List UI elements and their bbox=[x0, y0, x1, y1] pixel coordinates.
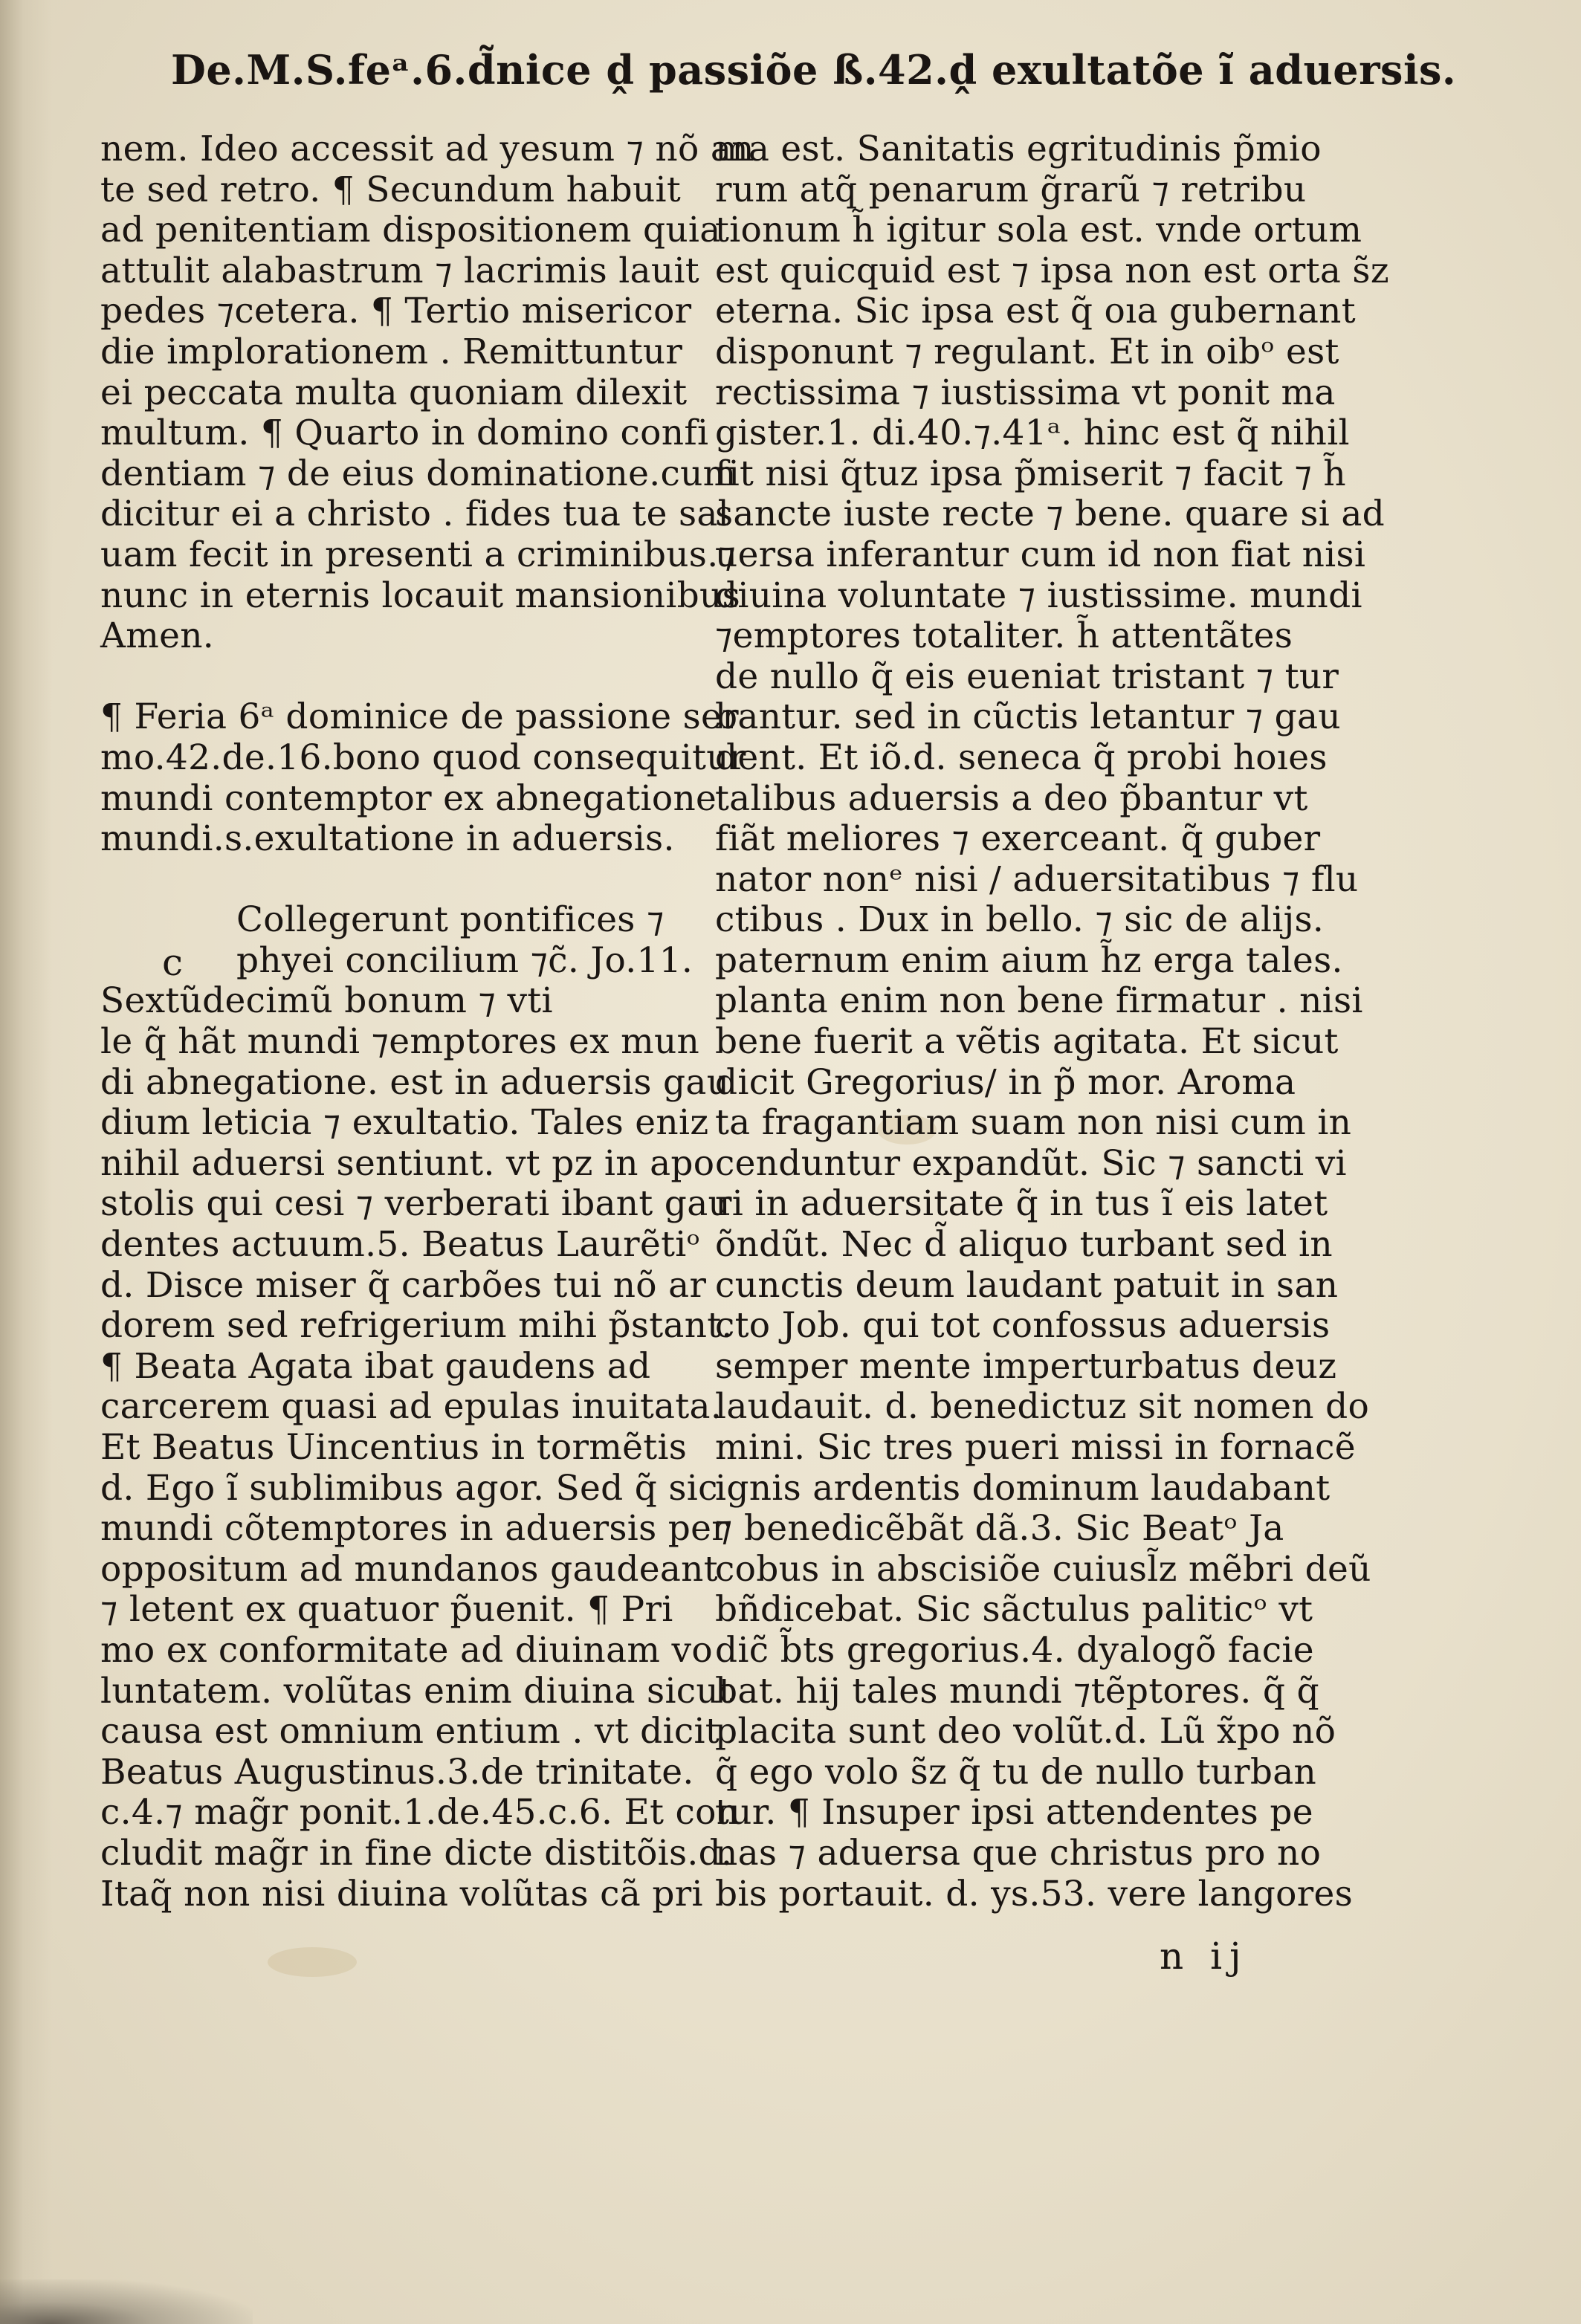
text-line: ta fragantiam suam non nisi cum in bbox=[715, 1102, 1352, 1144]
text-line: planta enim non bene firmatur . nisi bbox=[715, 980, 1363, 1022]
text-line: tionum h̃ igitur sola est. vnde ortum bbox=[715, 210, 1362, 251]
text-line: ¶ Beata Agata ibat gaudens ad bbox=[100, 1345, 651, 1387]
text-line: dicitur ei a christo . fides tua te sal bbox=[100, 493, 730, 535]
text-line: dorem sed refrigerium mihi p̃stant. bbox=[100, 1305, 733, 1347]
text-line: stolis qui cesi ⁊ verberati ibant gau bbox=[100, 1183, 731, 1225]
text-line: d. Ego ĩ sublimibus agor. Sed q̃ sic bbox=[100, 1467, 718, 1509]
text-line: placita sunt deo volũt.d. Lũ x̃po nõ bbox=[715, 1711, 1336, 1752]
section-break bbox=[100, 860, 695, 901]
text-line: ri in aduersitate q̃ in tus ĩ eis latet bbox=[715, 1183, 1328, 1225]
text-line: causa est omnium entium . vt dicit bbox=[100, 1711, 720, 1752]
text-line: Et Beatus Uincentius in tormẽtis bbox=[100, 1427, 688, 1468]
text-line: mundi cõtemptores in aduersis per bbox=[100, 1508, 729, 1550]
text-line: rectissima ⁊ iustissima vt ponit ma bbox=[715, 372, 1336, 413]
text-line: fit nisi q̃tuz ipsa p̃miserit ⁊ facit ⁊ h̃ bbox=[715, 453, 1346, 494]
text-line: mo.42.de.16.bono quod consequitur bbox=[100, 737, 746, 778]
text-line: nihil aduersi sentiunt. vt pz in apo bbox=[100, 1142, 715, 1184]
foxing-mark bbox=[268, 1947, 357, 1977]
text-line: mundi contemptor ex abnegatione bbox=[100, 777, 717, 819]
text-line: eterna. Sic ipsa est q̃ oıa gubernant bbox=[715, 291, 1356, 332]
text-line: bis portauit. d. ys.53. vere langores bbox=[715, 1873, 1354, 1914]
text-line: uersa inferantur cum id non fiat nisi bbox=[715, 534, 1366, 575]
text-line: fiãt meliores ⁊ exerceant. q̃ guber bbox=[715, 818, 1321, 860]
gutter-shadow bbox=[0, 0, 52, 2324]
text-line: ctibus . Dux in bello. ⁊ sic de alijs. bbox=[715, 899, 1325, 941]
text-line: dentes actuum.5. Beatus Laurẽtiᵒ bbox=[100, 1224, 700, 1266]
text-line: dent. Et iõ.d. seneca q̃ probi hoıes bbox=[715, 737, 1328, 778]
text-line: nas ⁊ aduersa que christus pro no bbox=[715, 1832, 1322, 1874]
left-column-text bbox=[100, 129, 754, 657]
text-line: Beatus Augustinus.3.de trinitate. bbox=[100, 1751, 694, 1793]
text-line: Itaq̃ non nisi diuina volũtas cã pri bbox=[100, 1873, 703, 1914]
text-line: nem. Ideo accessit ad yesum ⁊ nõ an bbox=[100, 129, 754, 169]
text-line: uam fecit in presenti a criminibus.⁊ bbox=[100, 534, 737, 575]
text-line: ma est. Sanitatis egritudinis p̃mio bbox=[715, 129, 1322, 169]
text-line: disponunt ⁊ regulant. Et in oibᵒ est bbox=[715, 331, 1339, 372]
text-line: diuina voluntate ⁊ iustissime. mundi bbox=[715, 574, 1362, 616]
text-line: dentiam ⁊ de eius dominatione.cum bbox=[100, 453, 737, 494]
text-line: ignis ardentis dominum laudabant bbox=[715, 1467, 1331, 1509]
text-line: bantur. sed in cũctis letantur ⁊ gau bbox=[715, 696, 1341, 738]
text-line: Collegerunt pontifices ⁊ bbox=[236, 899, 665, 941]
text-line: laudauit. d. benedictuz sit nomen do bbox=[715, 1386, 1370, 1428]
text-line: ⁊emptores totaliter. h̃ attentãtes bbox=[715, 615, 1293, 657]
sermon-rubric bbox=[100, 696, 746, 860]
text-line: cunctis deum laudant patuit in san bbox=[715, 1264, 1339, 1306]
text-line: te sed retro. ¶ Secundum habuit bbox=[100, 169, 682, 210]
text-line: est quicquid est ⁊ ipsa non est orta s̃z bbox=[715, 250, 1389, 291]
text-line: de nullo q̃ eis eueniat tristant ⁊ tur bbox=[715, 656, 1339, 697]
text-line: cto Job. qui tot confossus aduersis bbox=[715, 1305, 1331, 1347]
text-line: attulit alabastrum ⁊ lacrimis lauit bbox=[100, 250, 699, 291]
text-line: le q̃ hãt mundi ⁊emptores ex mun bbox=[100, 1021, 700, 1063]
text-line: mundi.s.exultatione in aduersis. bbox=[100, 818, 675, 860]
text-line: cenduntur expandũt. Sic ⁊ sancti vi bbox=[715, 1142, 1347, 1184]
text-line: sancte iuste recte ⁊ bene. quare si ad bbox=[715, 493, 1386, 535]
text-line: tur. ¶ Insuper ipsi attendentes pe bbox=[715, 1792, 1313, 1833]
text-line: die implorationem . Remittuntur bbox=[100, 331, 683, 372]
text-line: q̃ ego volo s̃z q̃ tu de nullo turban bbox=[715, 1751, 1317, 1793]
text-line: ¶ Feria 6ᵃ dominice de passione ser bbox=[100, 696, 739, 738]
text-line: ⁊ letent ex quatuor p̃uenit. ¶ Pri bbox=[100, 1589, 673, 1631]
text-line: di abnegatione. est in aduersis gau bbox=[100, 1061, 730, 1103]
text-line: pedes ⁊cetera. ¶ Tertio misericor bbox=[100, 291, 692, 332]
text-line: ⁊ benedicẽbãt dã.3. Sic Beatᵒ Ja bbox=[715, 1508, 1284, 1550]
text-line: d. Disce miser q̃ carbões tui nõ ar bbox=[100, 1264, 707, 1306]
text-line: ei peccata multa quoniam dilexit bbox=[100, 372, 688, 413]
text-line: mo ex conformitate ad diuinam vo bbox=[100, 1629, 713, 1671]
left-column bbox=[100, 129, 754, 1914]
text-line: oppositum ad mundanos gaudeant bbox=[100, 1548, 718, 1590]
page-stain bbox=[0, 2279, 253, 2324]
text-line: dium leticia ⁊ exultatio. Tales eniz bbox=[100, 1102, 709, 1144]
text-line: luntatem. volũtas enim diuina sicut bbox=[100, 1670, 734, 1712]
text-line: dicit Gregorius/ in p̃ mor. Aroma bbox=[715, 1061, 1296, 1103]
text-line: multum. ¶ Quarto in domino confi bbox=[100, 412, 709, 454]
text-line: nunc in eternis locauit mansionibus bbox=[100, 574, 741, 616]
text-line: nator nonᵉ nisi / aduersitatibus ⁊ flu bbox=[715, 858, 1359, 900]
text-line: carcerem quasi ad epulas inuitata. bbox=[100, 1386, 722, 1428]
running-header: De.M.S.feᵃ.6.d̃nice ḓ passiõe ß.42.ḓ exultatõe ĩ aduersis. bbox=[171, 46, 1457, 94]
text-line: cobus in abscisiõe cuiusl̃z mẽbri deũ bbox=[715, 1548, 1371, 1590]
signature-mark: n ij bbox=[1160, 1935, 1249, 1978]
text-line: paternum enim aium h̃z erga tales. bbox=[715, 939, 1343, 981]
text-line: c.4.⁊ mag̃r ponit.1.de.45.c.6. Et con bbox=[100, 1792, 740, 1833]
text-line: dic̃ b̃ts gregorius.4. dyalogõ facie bbox=[715, 1629, 1314, 1671]
text-line: Sextũdecimũ bonum ⁊ vti bbox=[100, 980, 553, 1022]
text-line: Amen. bbox=[100, 615, 215, 657]
text-line: ad penitentiam dispositionem quia bbox=[100, 210, 721, 251]
text-line: phyei concilium ⁊c̃. Jo.11. bbox=[236, 939, 693, 981]
text-line: bñdicebat. Sic sãctulus paliticᵒ vt bbox=[715, 1589, 1313, 1631]
section-break bbox=[100, 657, 695, 698]
right-column bbox=[715, 129, 1389, 1914]
text-line: gister.1. di.40.⁊.41ᵃ. hinc est q̃ nihil bbox=[715, 412, 1350, 454]
text-line: bat. hij tales mundi ⁊tẽptores. q̃ q̃ bbox=[715, 1670, 1319, 1712]
text-line: mini. Sic tres pueri missi in fornacẽ bbox=[715, 1427, 1356, 1468]
text-line: bene fuerit a vẽtis agitata. Et sicut bbox=[715, 1021, 1339, 1063]
text-line: cludit mag̃r in fine dicte distitõis.d. bbox=[100, 1832, 733, 1874]
text-line: semper mente imperturbatus deuz bbox=[715, 1345, 1337, 1387]
initial-letter-guide: c bbox=[162, 941, 184, 984]
sermon-text bbox=[100, 899, 740, 1914]
text-line: õndũt. Nec d̃ aliquo turbant sed in bbox=[715, 1224, 1333, 1266]
text-line: talibus aduersis a deo p̃bantur vt bbox=[715, 777, 1308, 819]
text-line: rum atq̃ penarum g̃rarũ ⁊ retribu bbox=[715, 169, 1307, 210]
